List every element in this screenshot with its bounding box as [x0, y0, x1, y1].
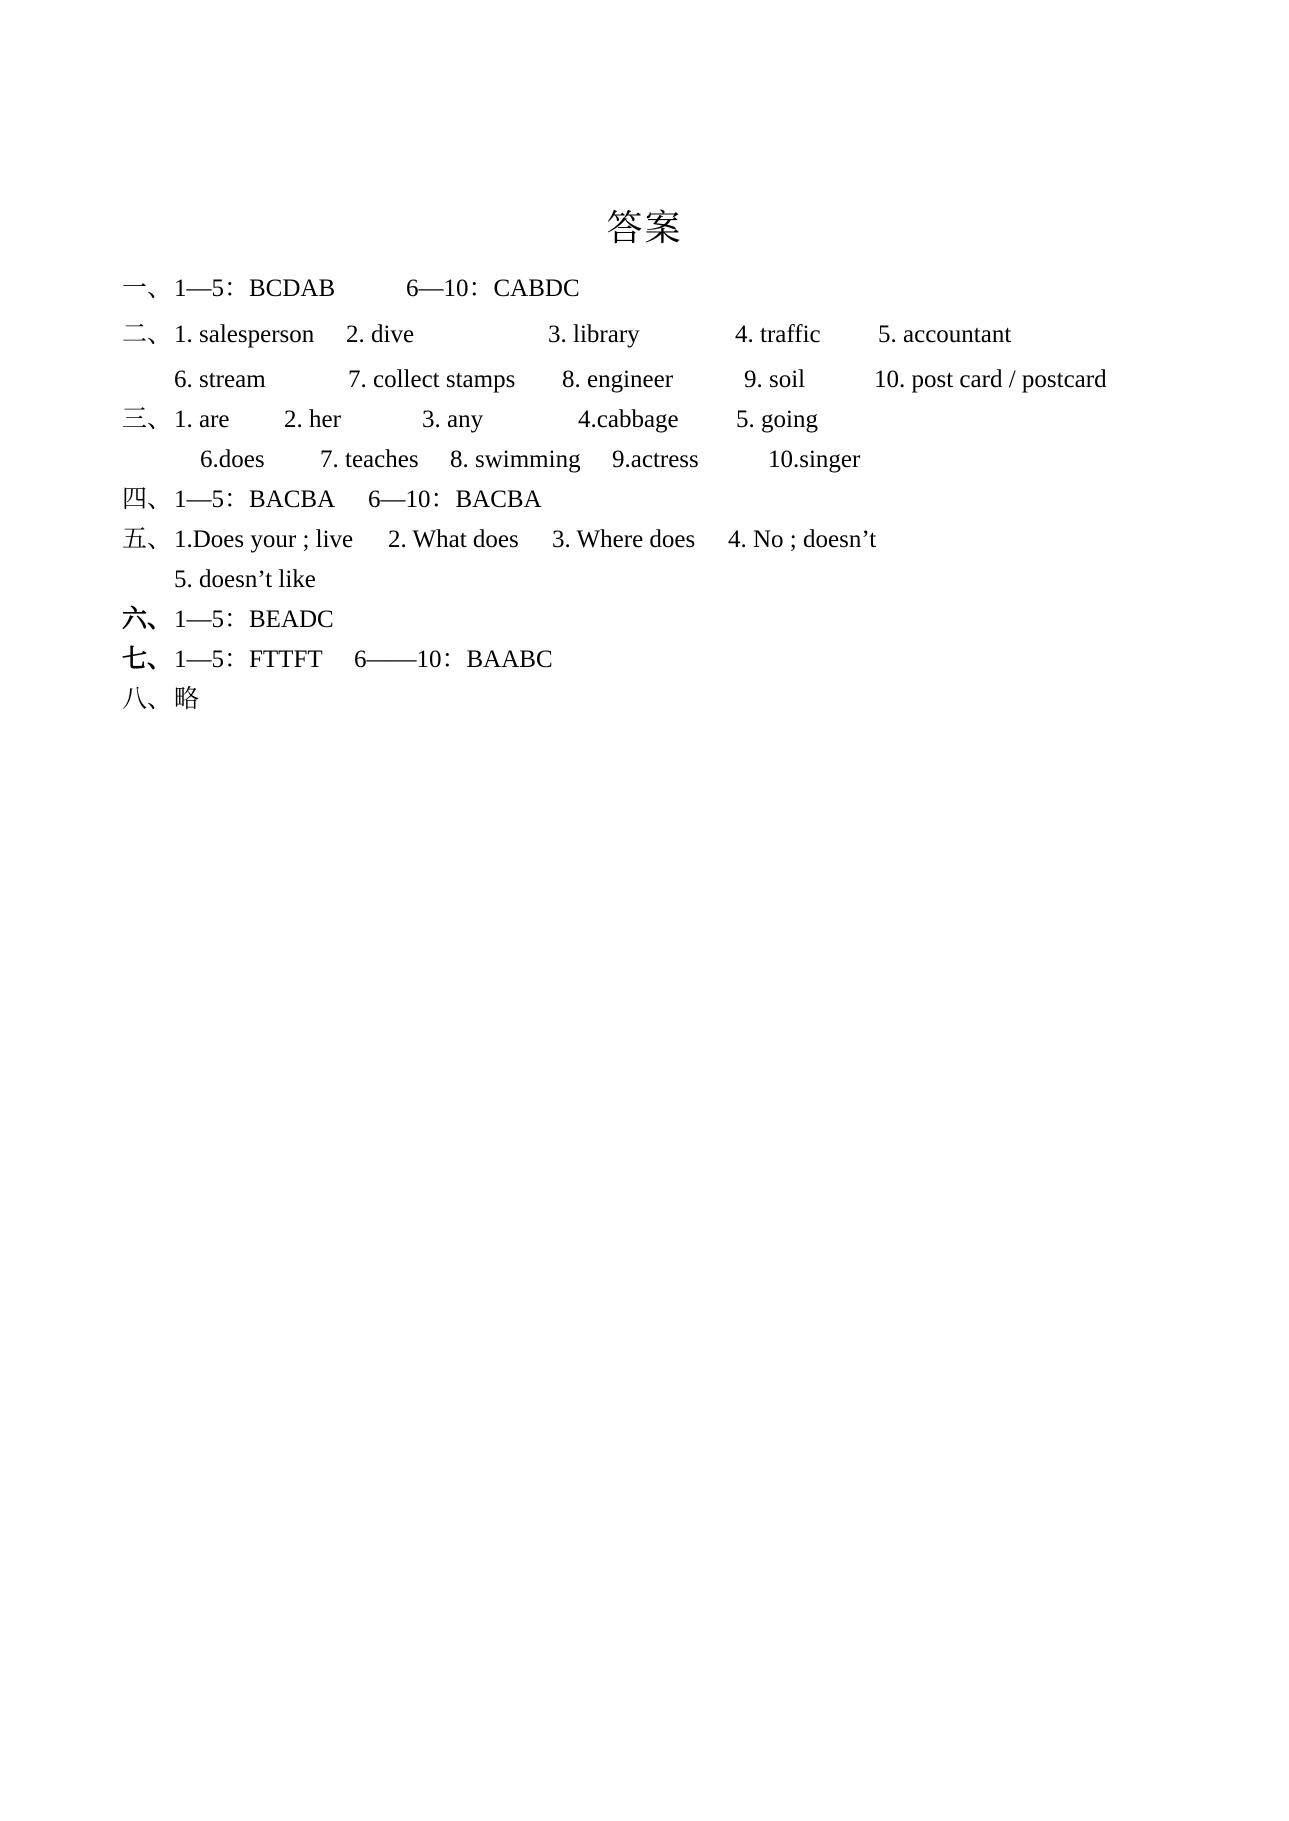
answer-item: 7. teaches — [320, 446, 419, 473]
section-8-answer-a: 略 — [174, 686, 200, 713]
answer-item: 1. are — [174, 406, 230, 433]
answer-item: 4. No ; doesn’t — [728, 526, 877, 553]
answer-item: 8. engineer — [562, 366, 674, 393]
answer-item: 3. library — [548, 321, 640, 348]
answer-item: 1.Does your ; live — [174, 526, 354, 553]
section-7-answer-a: 1—5：FTTFT — [174, 646, 323, 673]
section-4-answer-a: 1—5：BACBA — [174, 486, 336, 513]
section-8-number: 八、 — [122, 686, 173, 713]
answer-item: 5. doesn’t like — [174, 566, 316, 593]
section-1-number: 一、 — [122, 275, 173, 302]
answer-item: 6. stream — [174, 366, 266, 393]
section-7-answer-b: 6——10：BAABC — [354, 646, 553, 673]
answer-item: 2. What does — [388, 526, 519, 553]
answer-item: 5. going — [736, 406, 818, 433]
section-1-answer-b: 6—10：CABDC — [406, 275, 580, 302]
answer-item: 6.does — [200, 446, 265, 473]
section-3-number: 三、 — [122, 406, 173, 433]
answer-item: 3. Where does — [552, 526, 696, 553]
answer-item: 4. traffic — [735, 321, 821, 348]
section-5-number: 五、 — [122, 526, 173, 553]
section-4-answer-b: 6—10：BACBA — [368, 486, 542, 513]
answer-item: 10. post card / postcard — [874, 366, 1107, 393]
answer-item: 10.singer — [768, 446, 861, 473]
answer-item: 1. salesperson — [174, 321, 315, 348]
answer-item: 3. any — [422, 406, 484, 433]
answer-item: 9. soil — [744, 366, 806, 393]
section-4-number: 四、 — [122, 486, 173, 513]
page-title: 答案 — [606, 208, 683, 248]
section-6-number: 六、 — [122, 606, 173, 633]
answer-item: 4.cabbage — [578, 406, 679, 433]
answer-item: 2. her — [284, 406, 341, 433]
answer-item: 9.actress — [612, 446, 699, 473]
answer-item: 5. accountant — [878, 321, 1012, 348]
section-2-number: 二、 — [122, 321, 173, 348]
answer-item: 2. dive — [346, 321, 415, 348]
section-6-answer-a: 1—5：BEADC — [174, 606, 334, 633]
section-1-answer-a: 1—5：BCDAB — [174, 275, 336, 302]
answer-item: 8. swimming — [450, 446, 581, 473]
answer-item: 7. collect stamps — [348, 366, 516, 393]
section-7-number: 七、 — [122, 646, 173, 673]
